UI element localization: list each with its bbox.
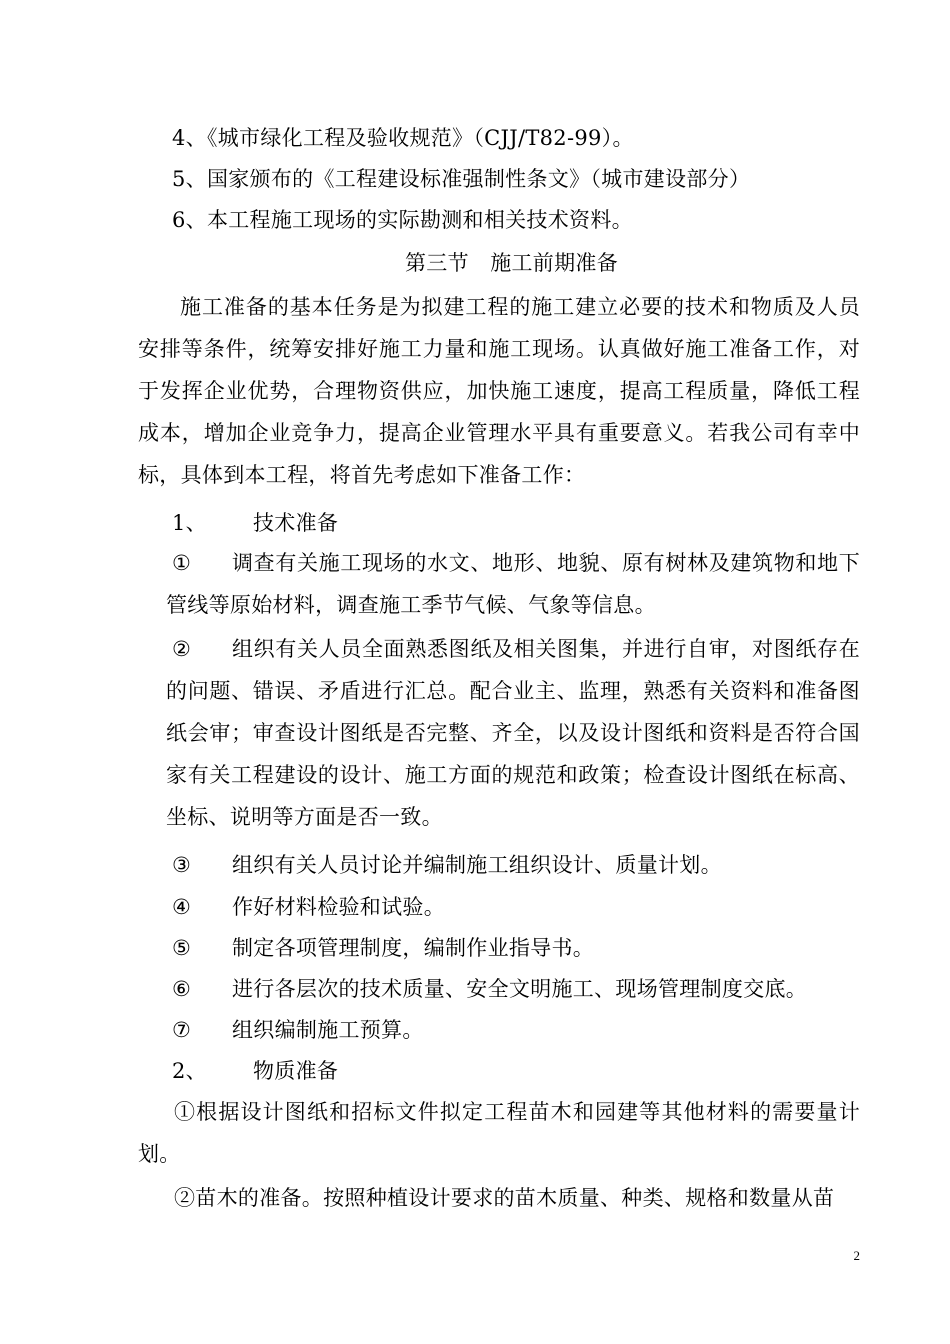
- material-prep-heading-number: 2、: [172, 1059, 207, 1083]
- tech-item-marker-7: ⑦: [172, 1018, 192, 1042]
- tech-item-text-2: 组织有关人员全面熟悉图纸及相关图集，并进行自审，对图纸存在的问题、错误、矛盾进行汇总。配合业主、监理，熟悉有关资料和准备图纸会审；审查设计图纸是否完整、齐全，以及设计图纸和资料是否符合国家有关工程建设的设计、施工方面的规范和政策；检查设计图纸在标高、坐标、说明等方面是否一致。: [166, 637, 860, 829]
- tech-prep-heading-label: 技术准备: [252, 511, 339, 535]
- material-prep-heading-label: 物质准备: [252, 1059, 339, 1083]
- intro-paragraph: 施工准备的基本任务是为拟建工程的施工建立必要的技术和物质及人员安排等条件，统筹安排好施工力量和施工现场。认真做好施工准备工作，对于发挥企业优势，合理物资供应，加快施工速度，提高工程质量，降低工程成本，增加企业竞争力，提高企业管理水平具有重要意义。若我公司有幸中标，具体到本工程，将首先考虑如下准备工作：: [138, 295, 860, 487]
- tech-item-marker-3: ③: [172, 853, 192, 877]
- tech-item-text-3: 组织有关人员讨论并编制施工组织设计、质量计划。: [232, 853, 722, 877]
- reference-item-4: 4、《城市绿化工程及验收规范》（CJJ/T82-99）。: [172, 126, 634, 150]
- tech-item-marker-6: ⑥: [172, 977, 192, 1001]
- tech-item-marker-4: ④: [172, 895, 192, 919]
- tech-item-marker-5: ⑤: [172, 936, 192, 960]
- tech-item-text-4: 作好材料检验和试验。: [232, 895, 445, 919]
- tech-item-text-7: 组织编制施工预算。: [232, 1018, 424, 1042]
- tech-item-text-5: 制定各项管理制度，编制作业指导书。: [232, 936, 595, 960]
- reference-item-6: 6、本工程施工现场的实际勘测和相关技术资料。: [172, 208, 633, 232]
- material-item-2: ②苗木的准备。按照种植设计要求的苗木质量、种类、规格和数量从苗: [174, 1186, 835, 1210]
- tech-item-marker-2: ②: [172, 637, 192, 661]
- material-item-1: ①根据设计图纸和招标文件拟定工程苗木和园建等其他材料的需要量计划。: [138, 1100, 860, 1166]
- page-number: 2: [853, 1248, 860, 1263]
- reference-item-5: 5、国家颁布的《工程建设标准强制性条文》（城市建设部分）: [172, 167, 751, 191]
- tech-item-marker-1: ①: [172, 551, 192, 575]
- tech-item-text-1: 调查有关施工现场的水文、地形、地貌、原有树林及建筑物和地下管线等原始材料，调查施工季节气候、气象等信息。: [166, 551, 860, 617]
- material-prep-heading: [172, 1056, 338, 1086]
- tech-prep-heading: [172, 508, 338, 538]
- tech-item-text-6: 进行各层次的技术质量、安全文明施工、现场管理制度交底。: [232, 977, 808, 1001]
- tech-prep-heading-number: 1、: [172, 511, 207, 535]
- section-title: 第三节 施工前期准备: [405, 251, 618, 275]
